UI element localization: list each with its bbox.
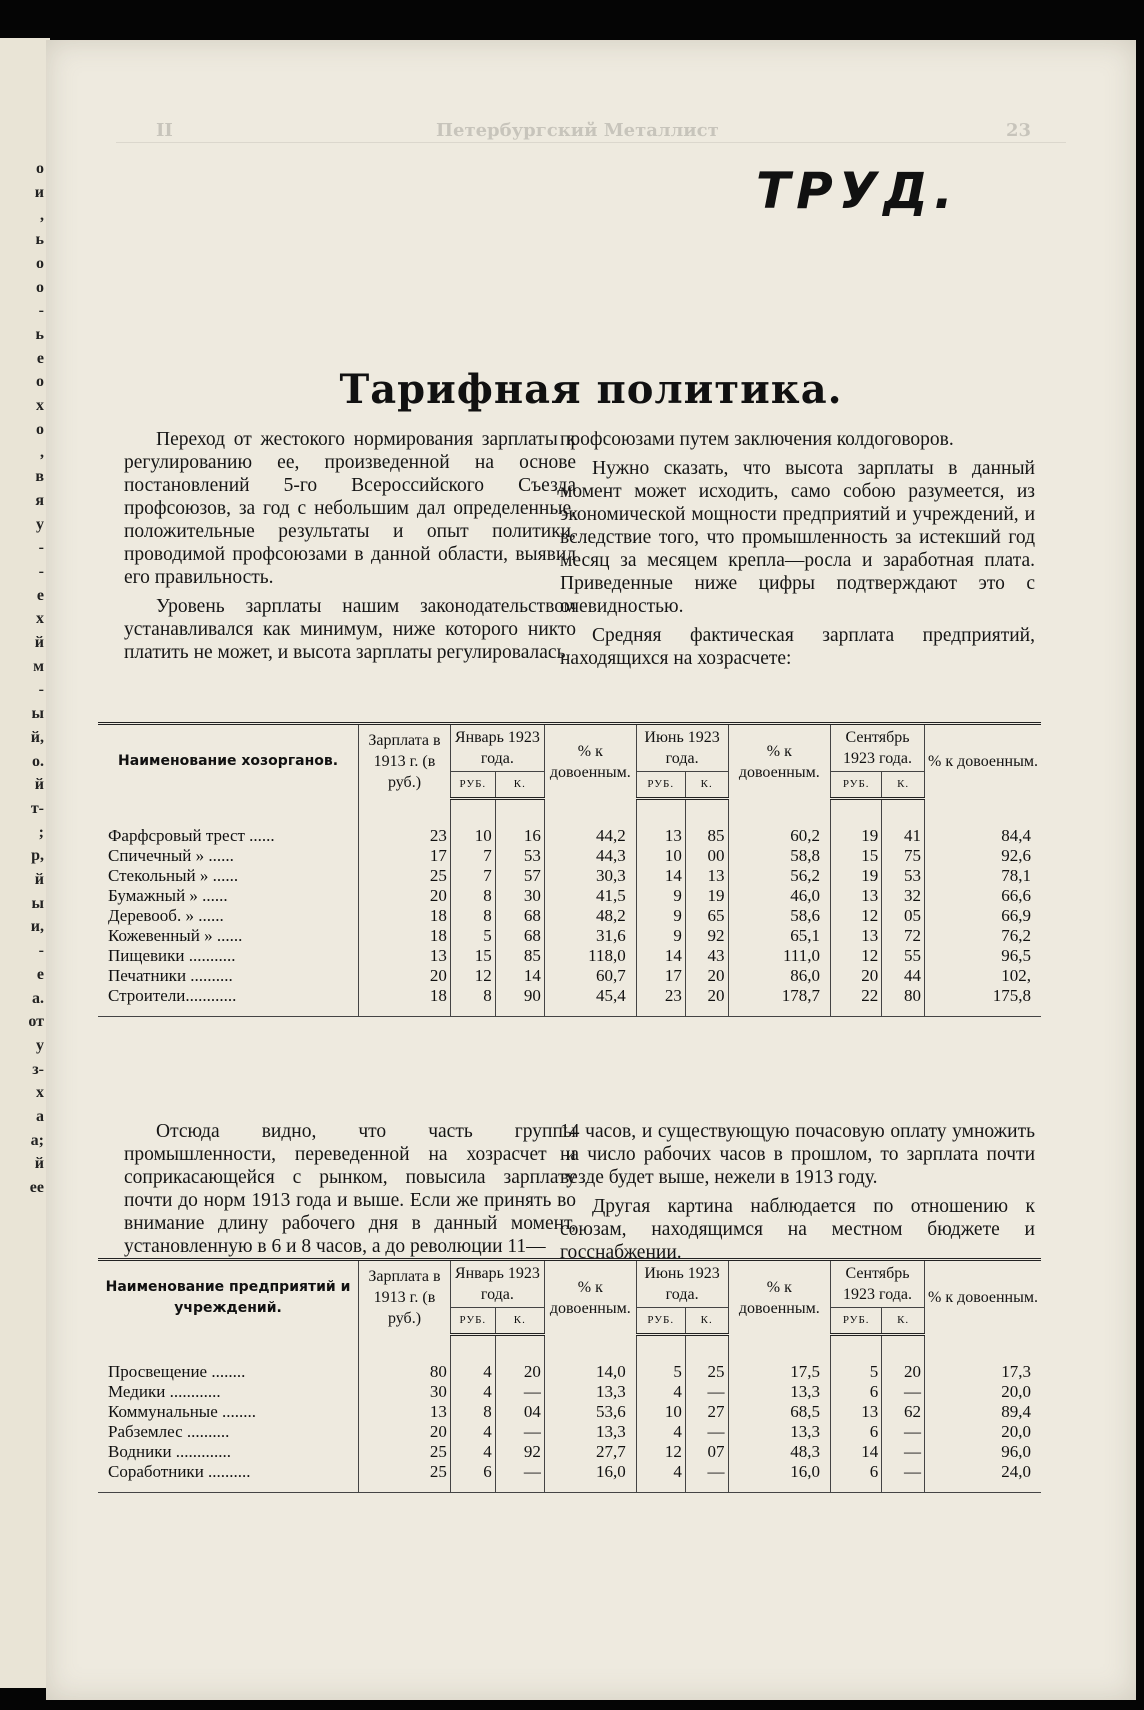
cell-ur: 14 — [636, 946, 685, 966]
left-page-fragment: в — [35, 468, 44, 486]
left-page-fragment: з- — [32, 1060, 44, 1078]
header-kop: К. — [685, 772, 728, 799]
header-september: Сентябрь 1923 года. — [831, 1260, 925, 1308]
header-left: II — [156, 120, 173, 141]
cell-jk: 16 — [495, 826, 544, 846]
cell-ur: 13 — [636, 826, 685, 846]
cell-sr: 20 — [831, 966, 882, 986]
cell-ur: 5 — [636, 1362, 685, 1382]
header-rub: РУБ. — [831, 1308, 882, 1335]
left-page-fragment: у — [36, 515, 44, 533]
cell-jp: 48,2 — [544, 906, 636, 926]
row-label: Спичечный » ...... — [108, 846, 234, 865]
cell-uk: 65 — [685, 906, 728, 926]
cell-jp: 44,2 — [544, 826, 636, 846]
cell-sp: 20,0 — [925, 1422, 1042, 1442]
table-row — [98, 1462, 1041, 1482]
wage-table-hozraschet — [98, 722, 1041, 1017]
cell-jp: 41,5 — [544, 886, 636, 906]
column-1-mid — [124, 1120, 576, 1258]
table-row — [98, 846, 1041, 866]
cell-sp: 17,3 — [925, 1362, 1042, 1382]
cell-sp: 96,5 — [925, 946, 1042, 966]
cell-jr: 7 — [450, 846, 495, 866]
cell-w: 13 — [359, 1402, 451, 1422]
left-page-fragment: а. — [32, 989, 44, 1007]
cell-jr: 4 — [450, 1362, 495, 1382]
row-label: Печатники .......... — [108, 966, 233, 985]
cell-jk: — — [495, 1462, 544, 1482]
row-label: Водники ............. — [108, 1442, 232, 1461]
header-september: Сентябрь 1923 года. — [831, 724, 925, 772]
cell-up: 86,0 — [728, 966, 831, 986]
cell-jk: 90 — [495, 986, 544, 1006]
cell-jr: 4 — [450, 1382, 495, 1402]
cell-sk: — — [882, 1422, 925, 1442]
cell-ur: 10 — [636, 846, 685, 866]
cell-sk: 62 — [882, 1402, 925, 1422]
left-page-fragment: ы — [31, 894, 44, 912]
left-page-fragment: и, — [30, 918, 44, 936]
cell-w: 13 — [359, 946, 451, 966]
header-wage-1913: Зарплата в 1913 г. (в руб.) — [359, 724, 451, 799]
header-rub: РУБ. — [450, 772, 495, 799]
cell-w: 18 — [359, 926, 451, 946]
cell-uk: — — [685, 1382, 728, 1402]
cell-sp: 84,4 — [925, 826, 1042, 846]
cell-ur: 10 — [636, 1402, 685, 1422]
cell-sp: 96,0 — [925, 1442, 1042, 1462]
table-row — [98, 826, 1041, 846]
cell-ur: 9 — [636, 906, 685, 926]
table-row — [98, 906, 1041, 926]
cell-sp: 66,6 — [925, 886, 1042, 906]
cell-sk: 32 — [882, 886, 925, 906]
cell-w: 25 — [359, 1442, 451, 1462]
header-name: Наименование хозорганов. — [118, 753, 339, 770]
cell-jr: 8 — [450, 986, 495, 1006]
cell-up: 68,5 — [728, 1402, 831, 1422]
cell-sr: 22 — [831, 986, 882, 1006]
header-pct-jun: % к довоенным. — [728, 724, 831, 799]
cell-up: 65,1 — [728, 926, 831, 946]
table-row — [98, 1402, 1041, 1422]
cell-jr: 8 — [450, 906, 495, 926]
paragraph: Средняя фактическая зарплата предприятий, находящихся на хозрасчете: — [560, 625, 1035, 669]
left-page-fragment: о — [36, 254, 44, 272]
left-page-fragment: о. — [32, 752, 44, 770]
cell-jp: 60,7 — [544, 966, 636, 986]
cell-sp: 78,1 — [925, 866, 1042, 886]
left-page-fragment: т- — [30, 799, 44, 817]
header-pct-sep: % к довоенным. — [925, 724, 1042, 799]
left-page-fragment: ее — [29, 1179, 44, 1197]
cell-sp: 92,6 — [925, 846, 1042, 866]
row-label: Рабземлес .......... — [108, 1422, 230, 1441]
cell-sp: 20,0 — [925, 1382, 1042, 1402]
cell-uk: 19 — [685, 886, 728, 906]
left-page-fragment: ы — [31, 705, 44, 723]
column-2-top — [560, 428, 1035, 670]
left-page-fragment: о — [36, 278, 44, 296]
cell-up: 48,3 — [728, 1442, 831, 1462]
cell-sk: — — [882, 1462, 925, 1482]
cell-sk: 41 — [882, 826, 925, 846]
left-page-fragment: х — [36, 1084, 44, 1102]
cell-w: 18 — [359, 986, 451, 1006]
cell-w: 25 — [359, 866, 451, 886]
table-body — [98, 1335, 1041, 1493]
row-label: Просвещение ........ — [108, 1362, 246, 1381]
cell-jr: 7 — [450, 866, 495, 886]
cell-jk: 20 — [495, 1362, 544, 1382]
cell-jk: 14 — [495, 966, 544, 986]
cell-up: 17,5 — [728, 1362, 831, 1382]
table-row — [98, 1422, 1041, 1442]
header-rub: РУБ. — [831, 772, 882, 799]
header-wage-1913: Зарплата в 1913 г. (в руб.) — [359, 1260, 451, 1335]
cell-uk: 92 — [685, 926, 728, 946]
cell-uk: 20 — [685, 986, 728, 1006]
cell-w: 20 — [359, 1422, 451, 1442]
row-label: Бумажный » ...... — [108, 886, 228, 905]
header-june: Июнь 1923 года. — [636, 1260, 728, 1308]
running-header-bleedthrough — [116, 120, 1066, 143]
left-page-fragment: - — [38, 562, 44, 580]
left-page-fragment: - — [38, 942, 44, 960]
cell-jr: 8 — [450, 886, 495, 906]
cell-jr: 4 — [450, 1422, 495, 1442]
cell-jr: 5 — [450, 926, 495, 946]
table-row — [98, 946, 1041, 966]
cell-sr: 12 — [831, 946, 882, 966]
cell-sk: — — [882, 1442, 925, 1462]
cell-up: 58,8 — [728, 846, 831, 866]
cell-uk: 20 — [685, 966, 728, 986]
cell-w: 20 — [359, 886, 451, 906]
left-page-fragment: й — [34, 1155, 44, 1173]
cell-sp: 24,0 — [925, 1462, 1042, 1482]
cell-jp: 53,6 — [544, 1402, 636, 1422]
cell-w: 20 — [359, 966, 451, 986]
left-page-fragment: р, — [31, 847, 44, 865]
cell-w: 23 — [359, 826, 451, 846]
cell-uk: 00 — [685, 846, 728, 866]
cell-sk: 05 — [882, 906, 925, 926]
section-title: ТРУД. — [756, 162, 959, 220]
row-label: Пищевики ........... — [108, 946, 236, 965]
paragraph: 14 часов, и существующую почасовую оплату умножить на число рабочих часов в прошлом, то зарплата почти везде будет выше, нежели в 1913 году. — [560, 1121, 1035, 1188]
left-page-fragment: х — [36, 397, 44, 414]
cell-w: 80 — [359, 1362, 451, 1382]
cell-uk: 07 — [685, 1442, 728, 1462]
cell-uk: — — [685, 1462, 728, 1482]
cell-jk: 30 — [495, 886, 544, 906]
cell-sr: 13 — [831, 1402, 882, 1422]
cell-jk: 92 — [495, 1442, 544, 1462]
cell-up: 13,3 — [728, 1382, 831, 1402]
cell-ur: 23 — [636, 986, 685, 1006]
cell-jk: 53 — [495, 846, 544, 866]
cell-uk: 43 — [685, 946, 728, 966]
cell-jk: 04 — [495, 1402, 544, 1422]
row-label: Фарфсровый трест ...... — [108, 826, 275, 845]
header-kop: К. — [882, 1308, 925, 1335]
left-page-fragment: а — [36, 1108, 44, 1125]
left-page-fragment: х — [36, 610, 44, 628]
cell-ur: 4 — [636, 1462, 685, 1482]
cell-sk: 75 — [882, 846, 925, 866]
cell-sk: 53 — [882, 866, 925, 886]
cell-jp: 45,4 — [544, 986, 636, 1006]
article-title: Тарифная политика. — [339, 366, 843, 413]
cell-up: 58,6 — [728, 906, 831, 926]
left-page-fragment: е — [36, 965, 44, 983]
cell-jp: 16,0 — [544, 1462, 636, 1482]
cell-w: 30 — [359, 1382, 451, 1402]
left-page-fragment: ь — [35, 325, 44, 343]
cell-jp: 31,6 — [544, 926, 636, 946]
cell-jr: 4 — [450, 1442, 495, 1462]
cell-sr: 12 — [831, 906, 882, 926]
row-label: Коммунальные ........ — [108, 1402, 257, 1421]
table-body — [98, 799, 1041, 1017]
table-row — [98, 966, 1041, 986]
row-label: Соработники .......... — [108, 1462, 251, 1481]
column-2-mid — [560, 1120, 1035, 1264]
left-page-fragment: ь — [35, 231, 44, 249]
paragraph: Уровень зарплаты нашим законодательством устанавливался как минимум, ниже которого никто платить не может, и высота зарплаты регулировалась — [124, 596, 576, 663]
left-page-fragment: и — [34, 183, 44, 201]
paragraph: профсоюзами путем заключения колдоговоров. — [560, 429, 954, 450]
header-right: 23 — [1006, 120, 1032, 141]
cell-jk: 68 — [495, 926, 544, 946]
header-pct-jan: % к довоенным. — [544, 1260, 636, 1335]
row-label: Деревооб. » ...... — [108, 906, 224, 925]
header-rub: РУБ. — [636, 772, 685, 799]
table-row — [98, 986, 1041, 1006]
cell-ur: 4 — [636, 1382, 685, 1402]
cell-ur: 9 — [636, 926, 685, 946]
left-page-fragment: - — [38, 681, 44, 699]
cell-sk: 80 — [882, 986, 925, 1006]
cell-sp: 175,8 — [925, 986, 1042, 1006]
cell-sp: 66,9 — [925, 906, 1042, 926]
cell-jk: — — [495, 1422, 544, 1442]
left-page-fragment: о — [36, 420, 44, 438]
cell-sp: 102, — [925, 966, 1042, 986]
cell-jp: 14,0 — [544, 1362, 636, 1382]
cell-sr: 6 — [831, 1462, 882, 1482]
left-page-fragment: е — [36, 586, 44, 604]
header-rub: РУБ. — [636, 1308, 685, 1335]
row-label: Кожевенный » ...... — [108, 926, 243, 945]
cell-sr: 19 — [831, 866, 882, 886]
row-label: Медики ............ — [108, 1382, 221, 1401]
cell-jp: 118,0 — [544, 946, 636, 966]
cell-sp: 89,4 — [925, 1402, 1042, 1422]
header-kop: К. — [495, 1308, 544, 1335]
header-name: Наименование предприятий и учреждений. — [105, 1278, 351, 1316]
cell-sr: 14 — [831, 1442, 882, 1462]
table-row — [98, 886, 1041, 906]
left-page-fragment: от — [28, 1013, 44, 1031]
cell-sr: 6 — [831, 1382, 882, 1402]
document-page — [46, 40, 1136, 1700]
table-row — [98, 1442, 1041, 1462]
header-june: Июнь 1923 года. — [636, 724, 728, 772]
cell-uk: 27 — [685, 1402, 728, 1422]
cell-ur: 4 — [636, 1422, 685, 1442]
header-kop: К. — [685, 1308, 728, 1335]
header-january: Январь 1923 года. — [450, 724, 544, 772]
header-pct-jan: % к довоенным. — [544, 724, 636, 799]
cell-sk: 20 — [882, 1362, 925, 1382]
left-page-fragment: , — [40, 444, 44, 462]
cell-uk: 25 — [685, 1362, 728, 1382]
cell-jk: 68 — [495, 906, 544, 926]
left-page-fragment: е — [36, 349, 44, 367]
header-rub: РУБ. — [450, 1308, 495, 1335]
paragraph: Другая картина наблюдается по отношению к союзам, находящимся на местном бюджете и госснабжении. — [560, 1196, 1035, 1263]
cell-sk: 44 — [882, 966, 925, 986]
left-page-fragment: я — [35, 491, 44, 509]
header-pct-jun: % к довоенным. — [728, 1260, 831, 1335]
cell-sk: 55 — [882, 946, 925, 966]
cell-jp: 13,3 — [544, 1422, 636, 1442]
table-row — [98, 926, 1041, 946]
row-label: Строители............ — [108, 986, 237, 1005]
row-label: Стекольный » ...... — [108, 866, 239, 885]
header-kop: К. — [495, 772, 544, 799]
paragraph: Отсюда видно, что часть группы промышленности, переведенной на хозрасчет и соприкасающейся с рынком, повысила зарплату почти до норм 1913 года и выше. Если же принять во внимание длину рабочего дня в данный момент, установленную в 6 и 8 часов, а до революции 11— — [124, 1121, 576, 1257]
wage-table-budget — [98, 1258, 1041, 1493]
cell-jp: 27,7 — [544, 1442, 636, 1462]
left-page-fragment: о — [36, 373, 44, 391]
cell-up: 46,0 — [728, 886, 831, 906]
left-page-fragment: й, — [30, 728, 44, 746]
left-page-fragment: у — [36, 1036, 44, 1054]
cell-sr: 19 — [831, 826, 882, 846]
cell-up: 13,3 — [728, 1422, 831, 1442]
left-page-fragment: м — [33, 657, 44, 675]
cell-uk: 85 — [685, 826, 728, 846]
cell-sr: 5 — [831, 1362, 882, 1382]
column-1-top — [124, 428, 576, 664]
left-page-fragment: о — [36, 160, 44, 177]
left-page-fragment: - — [38, 302, 44, 320]
cell-jr: 15 — [450, 946, 495, 966]
cell-jr: 10 — [450, 826, 495, 846]
header-january: Январь 1923 года. — [450, 1260, 544, 1308]
cell-sr: 13 — [831, 926, 882, 946]
paragraph: Нужно сказать, что высота зарплаты в данный момент может исходить, само собою разумеется, из экономической мощности предприятий и учреждений, и вследствие того, что промышленность за истекший год месяц за месяцем крепла—росла и заработная плата. Приведенные ниже цифры подтверждают это с очевидностью. — [560, 458, 1035, 617]
cell-sr: 15 — [831, 846, 882, 866]
header-center: Петербургский Металлист — [436, 120, 719, 141]
cell-jp: 44,3 — [544, 846, 636, 866]
left-page-fragment: ; — [38, 823, 44, 841]
cell-sk: 72 — [882, 926, 925, 946]
cell-sr: 13 — [831, 886, 882, 906]
cell-jr: 8 — [450, 1402, 495, 1422]
cell-sr: 6 — [831, 1422, 882, 1442]
cell-up: 56,2 — [728, 866, 831, 886]
cell-ur: 14 — [636, 866, 685, 886]
cell-jk: 57 — [495, 866, 544, 886]
cell-ur: 17 — [636, 966, 685, 986]
cell-up: 178,7 — [728, 986, 831, 1006]
left-page-fragment: а; — [30, 1131, 44, 1149]
left-page-fragment: й — [34, 634, 44, 651]
header-kop: К. — [882, 772, 925, 799]
cell-ur: 9 — [636, 886, 685, 906]
cell-jp: 30,3 — [544, 866, 636, 886]
table-row — [98, 1362, 1041, 1382]
adjacent-page-edge — [0, 38, 50, 1688]
paragraph: Переход от жестокого нормирования зарплаты к регулированию ее, произведенной на основе постановлений 5-го Всероссийского Съезда профсоюзов, за год с небольшим дал определенные, положительные результаты и опыт политики, проводимой профсоюзами в данной области, выявил его правильность. — [124, 429, 576, 588]
left-page-fragment: й — [34, 776, 44, 794]
cell-uk: — — [685, 1422, 728, 1442]
cell-w: 25 — [359, 1462, 451, 1482]
cell-sp: 76,2 — [925, 926, 1042, 946]
cell-w: 18 — [359, 906, 451, 926]
cell-uk: 13 — [685, 866, 728, 886]
left-page-fragment: - — [38, 539, 44, 557]
cell-up: 60,2 — [728, 826, 831, 846]
cell-ur: 12 — [636, 1442, 685, 1462]
cell-up: 111,0 — [728, 946, 831, 966]
cell-jr: 6 — [450, 1462, 495, 1482]
cell-up: 16,0 — [728, 1462, 831, 1482]
left-page-fragment: й — [34, 871, 44, 888]
cell-sk: — — [882, 1382, 925, 1402]
table-row — [98, 866, 1041, 886]
table-row — [98, 1382, 1041, 1402]
header-pct-sep: % к довоенным. — [925, 1260, 1042, 1335]
cell-jk: — — [495, 1382, 544, 1402]
cell-jk: 85 — [495, 946, 544, 966]
cell-jr: 12 — [450, 966, 495, 986]
left-page-fragment: , — [40, 207, 44, 225]
cell-jp: 13,3 — [544, 1382, 636, 1402]
cell-w: 17 — [359, 846, 451, 866]
